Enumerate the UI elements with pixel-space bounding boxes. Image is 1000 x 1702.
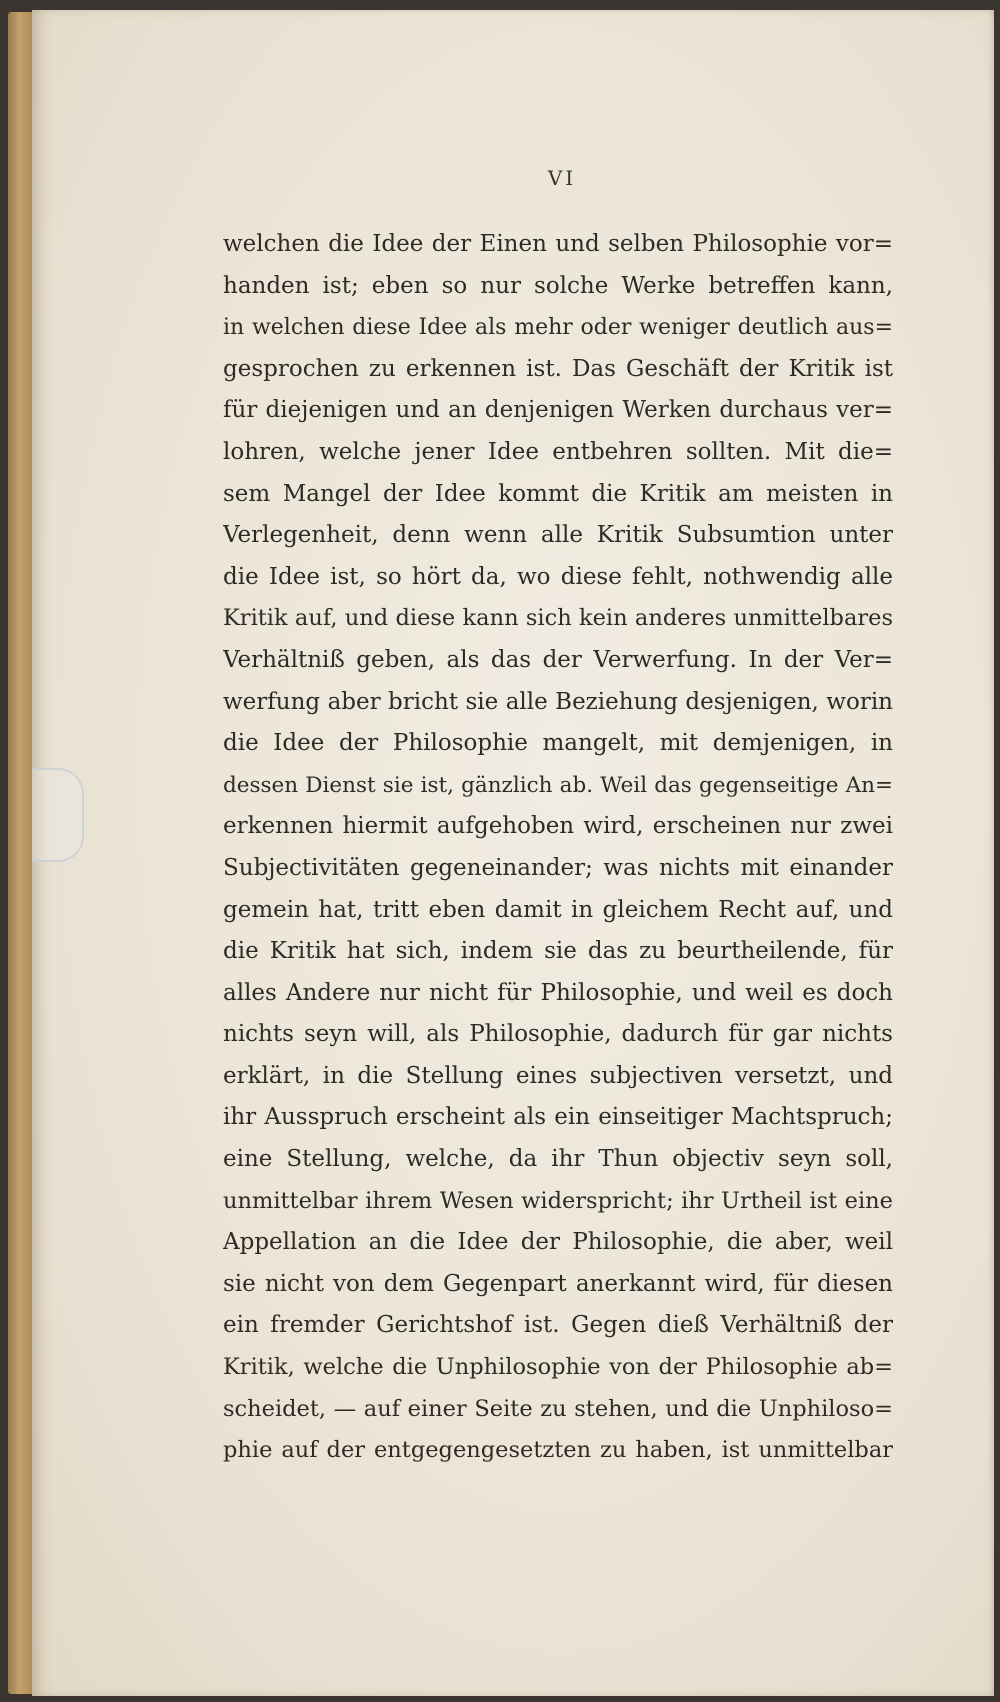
text-line: Subjectivitäten gegeneinander; was nichts mit einander — [223, 854, 893, 881]
text-line: Verhältniß geben, als das der Verwerfung. In der Ver= — [223, 646, 893, 673]
text-line: ihr Ausspruch erscheint als ein einseitiger Machtspruch; — [223, 1104, 893, 1131]
text-line: welchen die Idee der Einen und selben Philosophie vor= — [223, 231, 893, 257]
text-line: phie auf der entgegengesetzten zu haben, ist unmittelbar — [223, 1437, 893, 1464]
text-line: alles Andere nur nicht für Philosophie, und weil es doch — [223, 979, 893, 1006]
body-text — [223, 224, 893, 1472]
text-line: erklärt, in die Stellung eines subjectiven versetzt, und — [223, 1062, 893, 1089]
text-line: die Idee ist, so hört da, wo diese fehlt, nothwendig alle — [223, 563, 893, 590]
text-line: Verlegenheit, denn wenn alle Kritik Subsumtion unter — [223, 522, 893, 549]
text-line: in welchen diese Idee als mehr oder weniger deutlich aus= — [223, 315, 893, 341]
text-line: sie nicht von dem Gegenpart anerkannt wird, für diesen — [223, 1270, 893, 1297]
text-line: werfung aber bricht sie alle Beziehung desjenigen, worin — [223, 688, 893, 715]
text-line: sem Mangel der Idee kommt die Kritik am meisten in — [223, 480, 893, 507]
page-number: VI — [547, 166, 577, 190]
text-line: dessen Dienst sie ist, gänzlich ab. Weil das gegenseitige An= — [223, 772, 893, 798]
text-line: Kritik, welche die Unphilosophie von der Philosophie ab= — [223, 1354, 893, 1381]
text-line: unmittelbar ihrem Wesen widerspricht; ihr Urtheil ist eine — [223, 1187, 893, 1214]
page-clip — [32, 768, 84, 862]
text-line: handen ist; eben so nur solche Werke betreffen kann, — [223, 272, 893, 299]
text-line: lohren, welche jener Idee entbehren sollten. Mit die= — [223, 438, 893, 465]
text-line: Appellation an die Idee der Philosophie, die aber, weil — [223, 1229, 893, 1256]
text-line: die Kritik hat sich, indem sie das zu beurtheilende, für — [223, 938, 893, 965]
text-line: gemein hat, tritt eben damit in gleichem Recht auf, und — [223, 896, 893, 923]
text-line: erkennen hiermit aufgehoben wird, erscheinen nur zwei — [223, 813, 893, 840]
text-line: ein fremder Gerichtshof ist. Gegen dieß Verhältniß der — [223, 1312, 893, 1339]
text-line: die Idee der Philosophie mangelt, mit demjenigen, in — [223, 730, 893, 757]
text-line: scheidet, — auf einer Seite zu stehen, und die Unphiloso= — [223, 1395, 893, 1422]
text-line: nichts seyn will, als Philosophie, dadurch für gar nichts — [223, 1021, 893, 1048]
text-line: Kritik auf, und diese kann sich kein anderes unmittelbares — [223, 605, 893, 632]
text-line: für diejenigen und an denjenigen Werken durchaus ver= — [223, 397, 893, 424]
text-line: gesprochen zu erkennen ist. Das Geschäft der Kritik ist — [223, 355, 893, 382]
text-line: eine Stellung, welche, da ihr Thun objectiv seyn soll, — [223, 1146, 893, 1173]
